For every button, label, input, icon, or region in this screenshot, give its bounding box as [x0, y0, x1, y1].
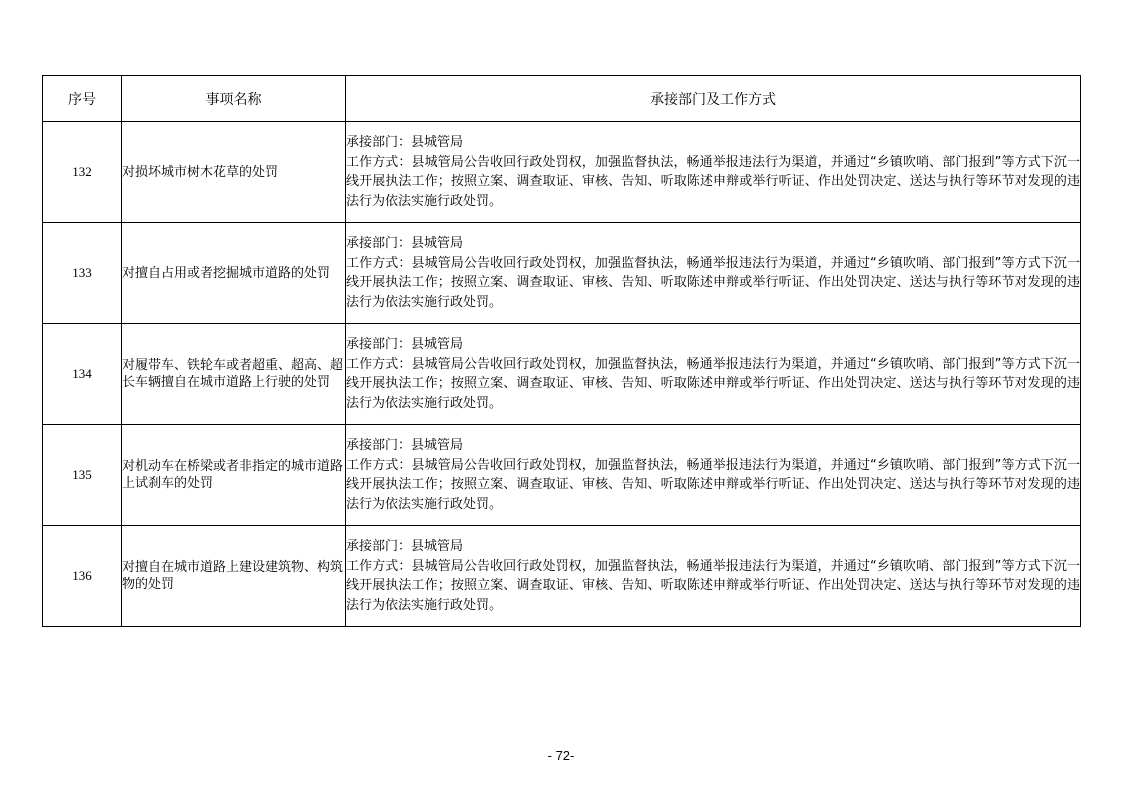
work-method-text: 工作方式：县城管局公告收回行政处罚权，加强监督执法，畅通举报违法行为渠道，并通过“乡镇吹哨、部门报到”等方式下沉一线开展执法工作；按照立案、调查取证、审核、告知、听取陈述申辩或举行听证、作出处罚决定、送达与执行等环节对发现的违法行为依法实施行政处罚。 [346, 457, 1080, 512]
table-row [43, 526, 1081, 627]
dept-text: 承接部门：县城管局 [346, 236, 464, 251]
dept-cell [346, 425, 1081, 526]
item-name: 对机动车在桥梁或者非指定的城市道路上试刹车的处罚 [122, 425, 346, 526]
row-number: 136 [43, 526, 122, 627]
table-row [43, 324, 1081, 425]
table-row [43, 122, 1081, 223]
dept-cell [346, 223, 1081, 324]
dept-cell [346, 122, 1081, 223]
row-number: 135 [43, 425, 122, 526]
header-name: 事项名称 [122, 76, 346, 122]
item-name: 对擅自占用或者挖掘城市道路的处罚 [122, 223, 346, 324]
row-number: 132 [43, 122, 122, 223]
header-no: 序号 [43, 76, 122, 122]
dept-text: 承接部门：县城管局 [346, 539, 464, 554]
item-name: 对履带车、铁轮车或者超重、超高、超长车辆擅自在城市道路上行驶的处罚 [122, 324, 346, 425]
dept-cell [346, 526, 1081, 627]
work-method-text: 工作方式：县城管局公告收回行政处罚权，加强监督执法，畅通举报违法行为渠道，并通过“乡镇吹哨、部门报到”等方式下沉一线开展执法工作；按照立案、调查取证、审核、告知、听取陈述申辩或举行听证、作出处罚决定、送达与执行等环节对发现的违法行为依法实施行政处罚。 [346, 356, 1080, 411]
dept-cell [346, 324, 1081, 425]
row-number: 134 [43, 324, 122, 425]
item-name: 对擅自在城市道路上建设建筑物、构筑物的处罚 [122, 526, 346, 627]
table-header-row [43, 76, 1081, 122]
work-method-text: 工作方式：县城管局公告收回行政处罚权，加强监督执法，畅通举报违法行为渠道，并通过“乡镇吹哨、部门报到”等方式下沉一线开展执法工作；按照立案、调查取证、审核、告知、听取陈述申辩或举行听证、作出处罚决定、送达与执行等环节对发现的违法行为依法实施行政处罚。 [346, 154, 1080, 209]
item-name: 对损坏城市树木花草的处罚 [122, 122, 346, 223]
dept-text: 承接部门：县城管局 [346, 438, 464, 453]
dept-text: 承接部门：县城管局 [346, 337, 464, 352]
work-method-text: 工作方式：县城管局公告收回行政处罚权，加强监督执法，畅通举报违法行为渠道，并通过“乡镇吹哨、部门报到”等方式下沉一线开展执法工作；按照立案、调查取证、审核、告知、听取陈述申辩或举行听证、作出处罚决定、送达与执行等环节对发现的违法行为依法实施行政处罚。 [346, 558, 1080, 613]
page-number: - 72- [547, 748, 575, 763]
items-table [42, 75, 1081, 627]
header-dept: 承接部门及工作方式 [346, 76, 1081, 122]
table-row [43, 223, 1081, 324]
table-row [43, 425, 1081, 526]
work-method-text: 工作方式：县城管局公告收回行政处罚权，加强监督执法，畅通举报违法行为渠道，并通过“乡镇吹哨、部门报到”等方式下沉一线开展执法工作；按照立案、调查取证、审核、告知、听取陈述申辩或举行听证、作出处罚决定、送达与执行等环节对发现的违法行为依法实施行政处罚。 [346, 255, 1080, 310]
row-number: 133 [43, 223, 122, 324]
dept-text: 承接部门：县城管局 [346, 135, 464, 150]
